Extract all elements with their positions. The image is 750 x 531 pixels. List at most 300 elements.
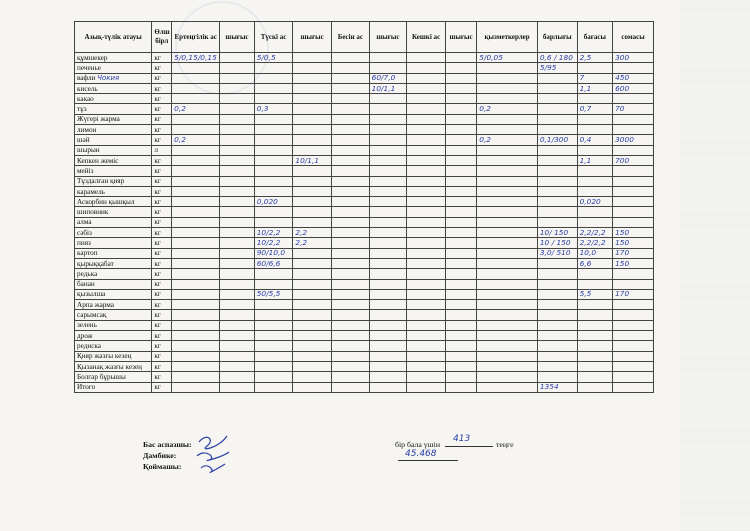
col-header-unit: Өлш бірл bbox=[152, 22, 172, 53]
value-cell bbox=[172, 125, 220, 135]
value-cell bbox=[220, 217, 254, 227]
value-cell bbox=[172, 228, 220, 238]
value-cell bbox=[613, 269, 654, 279]
value-cell bbox=[172, 382, 220, 392]
value-cell bbox=[220, 382, 254, 392]
value-cell bbox=[293, 197, 332, 207]
value-cell bbox=[332, 228, 370, 238]
unit-cell: кг bbox=[152, 269, 172, 279]
value-cell bbox=[293, 166, 332, 176]
value-cell bbox=[407, 341, 446, 351]
value-cell bbox=[477, 351, 538, 361]
value-cell bbox=[220, 372, 254, 382]
value-cell bbox=[369, 166, 407, 176]
product-name-cell: картоп bbox=[75, 248, 152, 258]
value-cell bbox=[172, 341, 220, 351]
value-cell bbox=[293, 186, 332, 196]
value-cell bbox=[220, 258, 254, 268]
value-cell bbox=[172, 217, 220, 227]
value-cell bbox=[613, 351, 654, 361]
col-header-name: Азық-түлік атауы bbox=[75, 22, 152, 53]
value-cell bbox=[577, 310, 613, 320]
value-cell bbox=[407, 269, 446, 279]
value-cell: 0,6 / 180 bbox=[537, 53, 577, 63]
product-name-cell: шәй bbox=[75, 135, 152, 145]
value-cell bbox=[445, 135, 476, 145]
unit-cell: кг bbox=[152, 248, 172, 258]
total-value: 45.468 bbox=[405, 449, 437, 459]
value-cell bbox=[220, 331, 254, 341]
value-cell: 10 / 150 bbox=[537, 238, 577, 248]
table-row bbox=[75, 228, 654, 238]
value-cell bbox=[445, 145, 476, 155]
table-row bbox=[75, 217, 654, 227]
value-cell bbox=[369, 289, 407, 299]
value-cell bbox=[293, 331, 332, 341]
table-row bbox=[75, 238, 654, 248]
product-name-cell: Қызанақ жазғы кезең bbox=[75, 361, 152, 371]
value-cell bbox=[407, 94, 446, 104]
value-cell bbox=[537, 351, 577, 361]
unit-cell: кг bbox=[152, 289, 172, 299]
value-cell: 300 bbox=[613, 53, 654, 63]
value-cell bbox=[332, 63, 370, 73]
value-cell bbox=[254, 320, 293, 330]
value-cell bbox=[407, 145, 446, 155]
table-row bbox=[75, 197, 654, 207]
value-cell bbox=[477, 125, 538, 135]
value-cell bbox=[445, 94, 476, 104]
table-row bbox=[75, 351, 654, 361]
value-cell bbox=[220, 155, 254, 165]
table-row bbox=[75, 176, 654, 186]
value-cell bbox=[369, 310, 407, 320]
value-cell bbox=[172, 279, 220, 289]
table-row bbox=[75, 53, 654, 63]
value-cell bbox=[220, 310, 254, 320]
value-cell bbox=[254, 83, 293, 93]
value-cell bbox=[537, 279, 577, 289]
value-cell bbox=[407, 238, 446, 248]
value-cell bbox=[407, 248, 446, 258]
value-cell bbox=[537, 186, 577, 196]
value-cell bbox=[537, 125, 577, 135]
value-cell bbox=[445, 104, 476, 114]
product-name-cell: алма bbox=[75, 217, 152, 227]
value-cell bbox=[220, 94, 254, 104]
value-cell bbox=[477, 269, 538, 279]
value-cell: 10/2,2 bbox=[254, 238, 293, 248]
unit-cell: кг bbox=[152, 310, 172, 320]
table-row bbox=[75, 382, 654, 392]
value-cell: 5/0,5 bbox=[254, 53, 293, 63]
value-cell bbox=[369, 197, 407, 207]
value-cell bbox=[332, 155, 370, 165]
value-cell bbox=[293, 248, 332, 258]
value-cell bbox=[332, 269, 370, 279]
value-cell bbox=[332, 94, 370, 104]
value-cell: 10/1,1 bbox=[369, 83, 407, 93]
value-cell bbox=[577, 320, 613, 330]
value-cell bbox=[369, 248, 407, 258]
col-header-price: бағасы bbox=[577, 22, 613, 53]
value-cell bbox=[293, 176, 332, 186]
table-row bbox=[75, 248, 654, 258]
value-cell bbox=[537, 207, 577, 217]
value-cell bbox=[293, 83, 332, 93]
product-name-cell: құмшекер bbox=[75, 53, 152, 63]
value-cell bbox=[445, 186, 476, 196]
unit-cell: кг bbox=[152, 104, 172, 114]
col-header-out3: шығыс bbox=[369, 22, 407, 53]
value-cell bbox=[407, 300, 446, 310]
product-name-cell: Тұздалған қияр bbox=[75, 176, 152, 186]
product-name-cell: редиска bbox=[75, 341, 152, 351]
value-cell bbox=[172, 145, 220, 155]
value-cell bbox=[254, 155, 293, 165]
value-cell bbox=[577, 166, 613, 176]
value-cell bbox=[369, 269, 407, 279]
product-name-cell: тұз bbox=[75, 104, 152, 114]
unit-cell: кг bbox=[152, 372, 172, 382]
value-cell bbox=[445, 217, 476, 227]
value-cell bbox=[477, 310, 538, 320]
value-cell bbox=[369, 94, 407, 104]
value-cell bbox=[293, 279, 332, 289]
value-cell bbox=[254, 351, 293, 361]
value-cell: 2,2 bbox=[293, 238, 332, 248]
value-cell bbox=[477, 83, 538, 93]
table-row bbox=[75, 300, 654, 310]
value-cell bbox=[172, 361, 220, 371]
unit-cell: кг bbox=[152, 197, 172, 207]
value-cell bbox=[445, 73, 476, 83]
col-header-dinner: Кешкі ас bbox=[407, 22, 446, 53]
value-cell bbox=[293, 135, 332, 145]
label-head-cook: Бас аспазшы: bbox=[143, 440, 192, 449]
table-row bbox=[75, 63, 654, 73]
label-warehouse: Қоймашы: bbox=[143, 462, 182, 471]
value-cell bbox=[537, 320, 577, 330]
value-cell bbox=[537, 341, 577, 351]
value-cell bbox=[613, 186, 654, 196]
unit-cell: кг bbox=[152, 73, 172, 83]
value-cell bbox=[477, 186, 538, 196]
col-header-staff: қызметкерлер bbox=[477, 22, 538, 53]
label-per-child: бір бала үшін bbox=[395, 440, 441, 449]
value-cell bbox=[537, 94, 577, 104]
value-cell bbox=[254, 94, 293, 104]
value-cell bbox=[332, 279, 370, 289]
value-cell bbox=[613, 197, 654, 207]
value-cell bbox=[577, 125, 613, 135]
product-name-cell: сарымсақ bbox=[75, 310, 152, 320]
value-cell bbox=[445, 207, 476, 217]
table-row bbox=[75, 83, 654, 93]
value-cell bbox=[254, 361, 293, 371]
product-name-cell: шиповник bbox=[75, 207, 152, 217]
col-header-out4: шығыс bbox=[445, 22, 476, 53]
value-cell bbox=[477, 145, 538, 155]
value-cell bbox=[407, 289, 446, 299]
value-cell bbox=[445, 166, 476, 176]
value-cell bbox=[477, 320, 538, 330]
value-cell bbox=[254, 279, 293, 289]
unit-cell: кг bbox=[152, 176, 172, 186]
value-cell bbox=[332, 217, 370, 227]
product-name-cell: шырын bbox=[75, 145, 152, 155]
value-cell bbox=[477, 114, 538, 124]
value-cell bbox=[220, 351, 254, 361]
value-cell bbox=[369, 300, 407, 310]
value-cell bbox=[477, 258, 538, 268]
table-row bbox=[75, 166, 654, 176]
value-cell bbox=[407, 83, 446, 93]
value-cell bbox=[220, 125, 254, 135]
value-cell bbox=[369, 63, 407, 73]
value-cell bbox=[332, 372, 370, 382]
value-cell bbox=[172, 155, 220, 165]
table-row bbox=[75, 269, 654, 279]
table-row bbox=[75, 361, 654, 371]
handwritten-note: Чокия bbox=[97, 74, 120, 83]
value-cell bbox=[332, 114, 370, 124]
value-cell bbox=[172, 166, 220, 176]
value-cell bbox=[369, 320, 407, 330]
value-cell bbox=[477, 63, 538, 73]
value-cell bbox=[407, 217, 446, 227]
product-name-cell: Жүгері жарма bbox=[75, 114, 152, 124]
value-cell bbox=[220, 135, 254, 145]
value-cell bbox=[220, 114, 254, 124]
value-cell bbox=[613, 331, 654, 341]
value-cell bbox=[445, 248, 476, 258]
value-cell bbox=[613, 207, 654, 217]
value-cell bbox=[254, 145, 293, 155]
unit-cell: кг bbox=[152, 238, 172, 248]
value-cell bbox=[537, 331, 577, 341]
value-cell: 10/1,1 bbox=[293, 155, 332, 165]
value-cell bbox=[369, 331, 407, 341]
value-cell bbox=[220, 300, 254, 310]
value-cell bbox=[220, 145, 254, 155]
value-cell bbox=[477, 155, 538, 165]
value-cell bbox=[613, 94, 654, 104]
product-name-cell: вафли Чокия bbox=[75, 73, 152, 83]
value-cell: 2,5 bbox=[577, 53, 613, 63]
value-cell bbox=[369, 207, 407, 217]
value-cell bbox=[537, 145, 577, 155]
product-name-cell: Итого bbox=[75, 382, 152, 392]
value-cell bbox=[254, 331, 293, 341]
value-cell bbox=[477, 228, 538, 238]
value-cell bbox=[613, 310, 654, 320]
value-cell: 0,2 bbox=[477, 135, 538, 145]
value-cell bbox=[613, 372, 654, 382]
value-cell bbox=[407, 372, 446, 382]
value-cell bbox=[369, 258, 407, 268]
value-cell bbox=[172, 186, 220, 196]
value-cell: 70 bbox=[613, 104, 654, 114]
table-row bbox=[75, 372, 654, 382]
value-cell bbox=[220, 320, 254, 330]
value-cell bbox=[172, 269, 220, 279]
value-cell bbox=[332, 382, 370, 392]
value-cell bbox=[220, 238, 254, 248]
value-cell bbox=[172, 351, 220, 361]
value-cell bbox=[445, 258, 476, 268]
value-cell: 3000 bbox=[613, 135, 654, 145]
table-header-row bbox=[75, 22, 654, 53]
product-name-cell: лимон bbox=[75, 125, 152, 135]
unit-cell: кг bbox=[152, 207, 172, 217]
label-currency: теңге bbox=[496, 440, 514, 449]
value-cell bbox=[477, 341, 538, 351]
value-cell bbox=[220, 186, 254, 196]
table-row bbox=[75, 145, 654, 155]
value-cell bbox=[293, 341, 332, 351]
value-cell bbox=[293, 361, 332, 371]
value-cell: 2,2/2,2 bbox=[577, 228, 613, 238]
value-cell bbox=[477, 372, 538, 382]
unit-cell: кг bbox=[152, 217, 172, 227]
value-cell bbox=[220, 166, 254, 176]
value-cell bbox=[332, 145, 370, 155]
value-cell bbox=[477, 279, 538, 289]
value-cell bbox=[537, 83, 577, 93]
value-cell bbox=[332, 186, 370, 196]
value-cell bbox=[407, 351, 446, 361]
value-cell bbox=[407, 258, 446, 268]
value-cell bbox=[407, 166, 446, 176]
value-cell bbox=[477, 289, 538, 299]
value-cell: 0,2 bbox=[477, 104, 538, 114]
unit-cell: кг bbox=[152, 125, 172, 135]
table-row bbox=[75, 289, 654, 299]
value-cell: 0,1/300 bbox=[537, 135, 577, 145]
table-row bbox=[75, 310, 654, 320]
value-cell: 0,2 bbox=[172, 135, 220, 145]
value-cell bbox=[445, 53, 476, 63]
value-cell bbox=[254, 310, 293, 320]
value-cell bbox=[445, 310, 476, 320]
value-cell: 170 bbox=[613, 248, 654, 258]
value-cell bbox=[407, 320, 446, 330]
value-cell bbox=[445, 155, 476, 165]
value-cell: 5,5 bbox=[577, 289, 613, 299]
value-cell bbox=[293, 73, 332, 83]
table-row bbox=[75, 279, 654, 289]
value-cell bbox=[220, 341, 254, 351]
value-cell bbox=[254, 269, 293, 279]
value-cell bbox=[445, 289, 476, 299]
table-row bbox=[75, 207, 654, 217]
value-cell bbox=[445, 361, 476, 371]
value-cell bbox=[477, 238, 538, 248]
value-cell bbox=[254, 176, 293, 186]
value-cell bbox=[613, 63, 654, 73]
value-cell bbox=[613, 125, 654, 135]
product-name-cell: кисель bbox=[75, 83, 152, 93]
value-cell bbox=[220, 207, 254, 217]
value-cell: 1,1 bbox=[577, 155, 613, 165]
unit-cell: кг bbox=[152, 155, 172, 165]
value-cell bbox=[445, 382, 476, 392]
value-cell bbox=[293, 63, 332, 73]
value-cell bbox=[613, 361, 654, 371]
value-cell: 700 bbox=[613, 155, 654, 165]
col-header-out2: шығыс bbox=[293, 22, 332, 53]
value-cell bbox=[477, 331, 538, 341]
value-cell bbox=[172, 300, 220, 310]
value-cell: 10/2,2 bbox=[254, 228, 293, 238]
value-cell bbox=[445, 125, 476, 135]
table-row bbox=[75, 94, 654, 104]
value-cell bbox=[172, 248, 220, 258]
value-cell bbox=[477, 361, 538, 371]
value-cell bbox=[254, 207, 293, 217]
product-name-cell: карамель bbox=[75, 186, 152, 196]
value-cell bbox=[172, 258, 220, 268]
value-cell bbox=[407, 135, 446, 145]
value-cell bbox=[613, 176, 654, 186]
product-name-cell: Аскорбин қышқыл bbox=[75, 197, 152, 207]
value-cell: 60/7,0 bbox=[369, 73, 407, 83]
unit-cell: кг bbox=[152, 258, 172, 268]
value-cell bbox=[477, 207, 538, 217]
value-cell bbox=[477, 382, 538, 392]
table-row bbox=[75, 341, 654, 351]
value-cell bbox=[293, 269, 332, 279]
value-cell bbox=[369, 341, 407, 351]
value-cell bbox=[445, 351, 476, 361]
value-cell: 10,0 bbox=[577, 248, 613, 258]
unit-cell: кг bbox=[152, 320, 172, 330]
value-cell bbox=[445, 83, 476, 93]
value-cell bbox=[577, 114, 613, 124]
value-cell bbox=[577, 145, 613, 155]
value-cell bbox=[369, 279, 407, 289]
value-cell bbox=[407, 382, 446, 392]
value-cell bbox=[293, 258, 332, 268]
value-cell bbox=[332, 331, 370, 341]
value-cell bbox=[293, 125, 332, 135]
value-cell: 600 bbox=[613, 83, 654, 93]
value-cell bbox=[172, 238, 220, 248]
value-cell bbox=[445, 341, 476, 351]
value-cell bbox=[293, 372, 332, 382]
handwritten-signature bbox=[193, 428, 233, 476]
value-cell: 6,6 bbox=[577, 258, 613, 268]
value-cell: 7 bbox=[577, 73, 613, 83]
unit-cell: кг bbox=[152, 94, 172, 104]
value-cell bbox=[332, 104, 370, 114]
col-header-lunch: Түскі ас bbox=[254, 22, 293, 53]
value-cell bbox=[332, 361, 370, 371]
value-cell bbox=[369, 114, 407, 124]
unit-cell: кг bbox=[152, 300, 172, 310]
value-cell bbox=[407, 207, 446, 217]
value-cell bbox=[477, 300, 538, 310]
value-cell bbox=[445, 63, 476, 73]
product-name-cell: зелень bbox=[75, 320, 152, 330]
unit-cell: кг bbox=[152, 382, 172, 392]
value-cell bbox=[254, 166, 293, 176]
value-cell bbox=[477, 176, 538, 186]
value-cell bbox=[293, 300, 332, 310]
value-cell bbox=[445, 300, 476, 310]
value-cell bbox=[407, 228, 446, 238]
